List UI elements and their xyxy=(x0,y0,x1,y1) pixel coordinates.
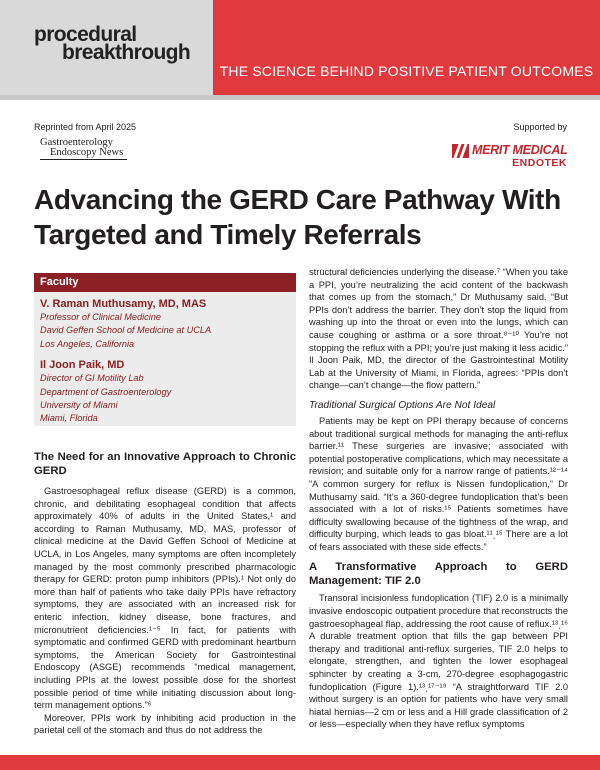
faculty-role: Professor of Clinical Medicine xyxy=(40,312,162,322)
faculty-heading: Faculty xyxy=(34,273,296,292)
supported-by-label: Supported by xyxy=(513,122,567,132)
faculty-box xyxy=(34,273,296,426)
faculty-name: V. Raman Muthusamy, MD, MAS xyxy=(40,298,207,310)
subsection-heading: Traditional Surgical Options Are Not Ideal xyxy=(309,399,496,411)
publication-underline xyxy=(40,159,127,160)
right-column xyxy=(309,266,568,731)
faculty-role: David Geffen School of Medicine at UCLA xyxy=(40,325,212,336)
sponsor-name: MERIT MEDICAL xyxy=(472,143,568,157)
body-paragraph: Transoral incisionless fundoplication (TIF) 2.0 is a minimally invasive endoscopic outpatient procedure that reconstructs the gastroesophageal flap, addressing the root cause of reflux.¹³ˎ¹⁶ A durable treatment option that fills the gap between PPI therapy and traditional anti-reflux surgeries, TIF 2.0 helps to elongate, strengthen, and tighten the lower esophageal sphincter by creating a 3-cm, 270-degree esophagogastric fundoplication (Figure 1).¹³ˎ¹⁷⁻¹⁹ “A straightforward TIF 2.0 without surgery is an option for patients who have very small hiatal hernias—2 cm or less and a Hill grade classification of 2 or less—especially when they have reflux symptoms xyxy=(309,593,568,730)
section-heading: The Need for an Innovative Approach to Chronic GERD xyxy=(34,451,296,477)
publication-line-2: Endoscopy News xyxy=(50,147,124,158)
reprint-note: Reprinted from April 2025 xyxy=(34,122,137,132)
footer-band xyxy=(0,755,600,770)
publication-logo xyxy=(40,138,123,158)
publication-line-1: Gastroenterology xyxy=(40,137,113,148)
brand-logo xyxy=(34,23,191,64)
faculty-name: Il Joon Paik, MD xyxy=(40,359,125,372)
body-paragraph: Gastroesophageal reflux disease (GERD) is a common, chronic, and debilitating esophageal condition that affects approximately 40% of adults in the United States,¹ and according to Raman Muthusamy, MD, MAS, professor of clinical medicine at the David Geffen School of Medicine at UCLA, in Los Angeles, many symptoms are often incompletely managed by the most commonly prescribed pharmacologic therapy for GERD: proton pump inhibitors (PPIs).¹ Not only do more than half of patients who take daily PPIs have refractory symptoms, they are associated with an increased risk for enteric infection, kidney disease, bone fractures, and micronutrient deficiencies.¹⁻⁵ In fact, for patients with symptomatic and confirmed GERD with predominant heartburn symptoms, the American Society for Gastrointestinal Endoscopy (ASGE) recommends “medical management, including PPIs at the lowest possible dose for the shortest possible period of time while initiating discussion about long-term management options.”⁶ xyxy=(34,486,296,711)
faculty-role: University of Miami xyxy=(40,400,118,411)
header-red-banner xyxy=(213,0,600,95)
faculty-role: Director of GI Motility Lab xyxy=(40,373,144,384)
header-divider xyxy=(0,95,600,100)
sponsor-sub-brand: ENDOTEK xyxy=(512,157,567,169)
body-paragraph: structural deficiencies underlying the disease.⁷ “When you take a PPI, you’re neutralizing the acid content of the backwash that comes up from the stomach,” Dr Muthusamy said. “But PPIs don’t address the barrier. They don’t stop the liquid from washing up into the throat or even into the lungs, which can cause coughing or asthma or a sore throat.⁸⁻¹⁰ You’re not stopping the reflux with a PPI; you’re just making it less acidic.” Il Joon Paik, MD, the director of the Gastrointestinal Motility Lab at the University of Miami, in Florida, agrees: “PPIs don’t change—can’t change—the flow pattern.” xyxy=(309,267,568,391)
faculty-role: Los Angeles, California xyxy=(40,338,135,349)
tagline: THE SCIENCE BEHIND POSITIVE PATIENT OUTCOMES xyxy=(219,63,594,79)
body-paragraph: Moreover, PPIs work by inhibiting acid production in the parietal cell of the stomach and thus do not address the xyxy=(34,712,296,736)
section-heading: A Transformative Approach to GERD Management: TIF 2.0 xyxy=(309,561,568,587)
faculty-role: Department of Gastroenterology xyxy=(40,386,172,397)
merit-logo-icon xyxy=(452,144,469,158)
faculty-member xyxy=(34,351,296,426)
left-column xyxy=(34,451,296,737)
brand-line-1: procedural xyxy=(34,23,137,46)
article-title: Advancing the GERD Care Pathway With Targeted and Timely Referrals xyxy=(34,184,561,250)
brand-line-2: breakthrough xyxy=(62,41,191,64)
faculty-role: Miami, Florida xyxy=(40,413,98,424)
body-paragraph: Patients may be kept on PPI therapy because of concerns about traditional surgical methods for managing the anti-reflux barrier.¹¹ These surgeries are invasive; associated with potential postoperative complications, which may necessitate a revision; and suitable only for a narrow range of patients.¹²⁻¹⁴ “A common surgery for reflux is Nissen fundoplication,” Dr Muthusamy said. “It’s a 360-degree fundoplication that’s been associated with a lot of risks.¹⁵ Patients sometimes have difficulty swallowing because of the tightness of the wrap, and difficulty burping, which leads to gas bloat.¹¹ˎ¹⁵ There are a lot of fears associated with these side effects.” xyxy=(309,415,568,552)
faculty-member xyxy=(34,292,296,351)
